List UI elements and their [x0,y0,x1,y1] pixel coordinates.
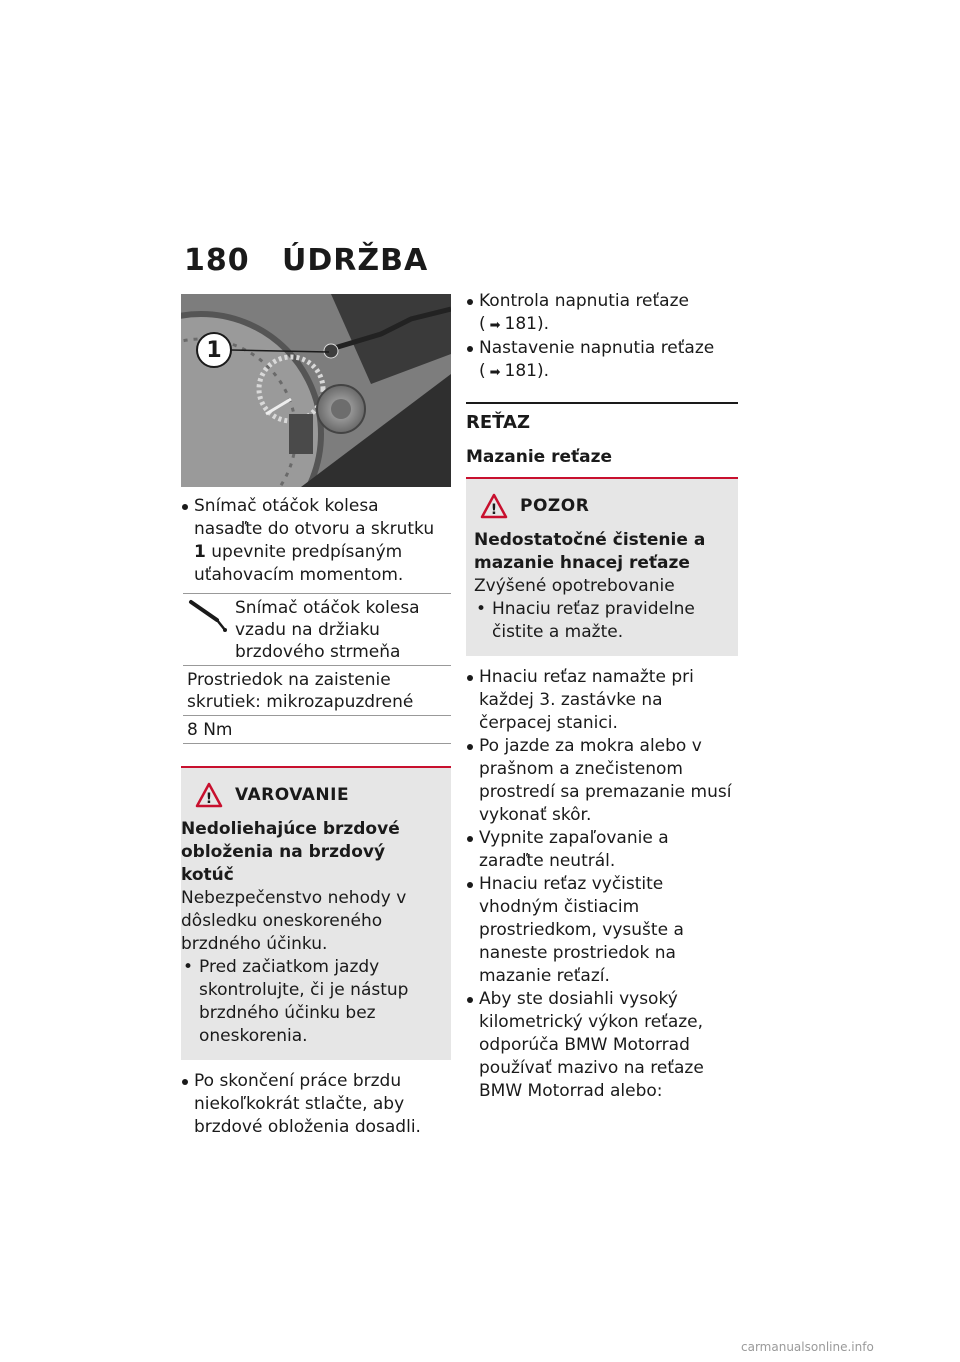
caution-title: ! POZOR [480,493,726,519]
brake-assembly-illustration [181,294,451,487]
watermark: carmanualsonline.info [741,1340,874,1354]
subsection-title: Mazanie reťaze [466,447,613,467]
section-divider [466,402,738,404]
wrench-icon [187,596,231,636]
left-column [181,294,451,1139]
callout-number: 1 [206,338,222,363]
page-number: 180 [184,243,250,278]
spec-row: Prostriedok na zaistenie skrutiek: mikrozapuzdrené [183,666,451,716]
svg-text:!: ! [205,791,213,807]
list-item: Hnaciu reťaz namažte pri každej 3. zastávke na čerpacej stanici. [466,666,738,735]
warning-action: • Pred začiatkom jazdy skontrolujte, či je nástup brzdného účinku bez oneskorenia. [181,956,439,1048]
page-header [184,243,428,278]
caution-text: Zvýšené opotrebovanie [474,576,675,596]
torque-spec-table [183,593,451,744]
right-column [466,290,738,1103]
lubrication-steps [466,666,738,1103]
svg-text:!: ! [490,502,498,518]
warning-icon [195,782,223,808]
list-item: Snímač otáčok kolesa nasaďte do otvoru a skrutku 1 upevnite predpísaným uťahovacím momentom. [181,495,451,587]
warning-title: ! VAROVANIE [195,782,439,808]
spec-row: 8 Nm [183,716,451,744]
list-item: Po jazde za mokra alebo v prašnom a znečistenom prostredí sa premazanie musí vykonať skôr. [466,735,738,827]
warning-heading: Nedoliehajúce brzdové obloženia na brzdový kotúč [181,819,400,885]
list-item: Kontrola napnutia reťaze ( ➡ 181). [466,290,738,337]
list-item: Hnaciu reťaz vyčistite vhodným čistiacim prostriedkom, vysušte a naneste prostriedok na mazanie reťazí. [466,873,738,988]
list-item: Po skončení práce brzdu niekoľkokrát stlačte, aby brzdové obloženia dosadli. [181,1070,451,1139]
list-item: Nastavenie napnutia reťaze ( ➡ 181). [466,337,738,384]
warning-text: Nebezpečenstvo nehody v dôsledku oneskoreného brzdného účinku. [181,888,407,954]
caution-action: • Hnaciu reťaz pravidelne čistite a mažte. [474,598,726,644]
caution-box [466,477,738,656]
caution-heading: Nedostatočné čistenie a mazanie hnacej reťaze [474,530,706,573]
caution-icon [480,493,508,519]
spec-row: Snímač otáčok kolesa vzadu na držiaku brzdového strmeňa [183,594,451,666]
section-title: REŤAZ [466,412,531,433]
chapter-title: ÚDRŽBA [282,243,429,278]
wheel-sensor-photo [181,294,451,487]
warning-box [181,766,451,1060]
page-ref-arrow-icon: ➡ [489,318,501,333]
list-item: Aby ste dosiahli vysoký kilometrický výkon reťaze, odporúča BMW Motorrad používať mazivo na reťaze BMW Motorrad alebo: [466,988,738,1103]
list-item: Vypnite zapaľovanie a zaraďte neutrál. [466,827,738,873]
page-ref-arrow-icon: ➡ [489,365,501,380]
